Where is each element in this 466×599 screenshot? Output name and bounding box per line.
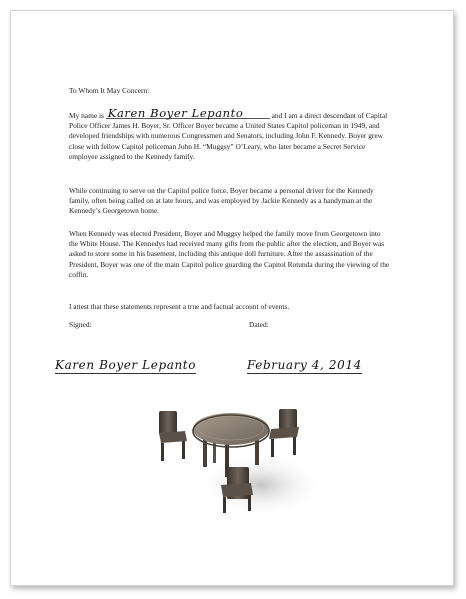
paragraph-intro-text: and I am a direct descendant of Capital Police Officer James H. Boyer, Sr. Officer Boyer became a United States Capitol policeman in 1949, and developed friendships with numerous Congressmen and Senators, including John F. Kennedy. Boyer grew close with fellow Capitol policeman John H. “Muggsy” O’Leary, who later became a Secret Service employee assigned to the Kennedy family. [69,111,388,161]
paragraph-driver: While continuing to serve on the Capitol police force, Boyer became a personal driver for the Kennedy family, often being called on at late hours, and was employed by Jackie Kennedy as a handyman at the Kennedy’s Georgetown home. [69,186,374,216]
paragraph-intro [69,106,391,162]
signed-label: Signed: [69,320,92,329]
signature-date: February 4, 2014 [247,358,362,372]
chair-back-right [269,409,299,457]
dated-label: Dated: [249,320,269,329]
letter-page [10,10,454,586]
greeting: To Whom It May Concern: [69,86,150,95]
doll-furniture-photo [151,397,321,525]
chair-left [159,411,187,461]
signature: Karen Boyer Lepanto [55,358,197,372]
name-intro-label: My name is [69,111,104,120]
handwritten-name: Karen Boyer Lepanto [106,108,270,119]
paragraph-white-house: When Kennedy was elected President, Boyer and Muggsy helped the family move from Georgetown into the White House. The Kennedys had received many gifts from the public after the election, and Boyer was asked to store some in his basement, including this antique doll furniture. After the assassination of the President, Boyer was one of the main Capitol police guarding the Capitol Rotunda during the viewing of the coffin. [69,229,390,279]
paragraph-attestation: I attest that these statements represent a true and factual account of events. [69,302,290,311]
